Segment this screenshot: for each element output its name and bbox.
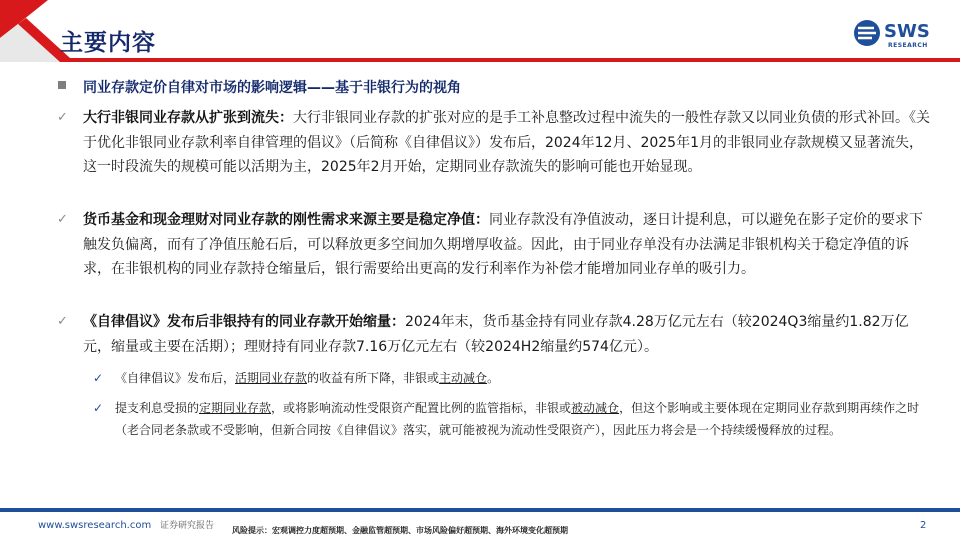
checkmark-icon: ✓ [57, 110, 68, 125]
sws-logo [852, 18, 942, 52]
page-title: 主要内容 [60, 30, 156, 56]
point-1-text: 大行非银同业存款的扩张对应的是手工补息整改过程中流失的一般性存款又以同业负债的形式补回。《关于优化非银同业存款利率自律管理的倡议》（后简称《自律倡议》）发布后，2024年12月、2025年1月的非银同业存款规模又显著流失，这一时段流失的规模可能以活期为主，2025年2月开始，定期同业存款流失的影响可能也开始显现。 [83, 110, 930, 175]
underlined-term: 主动减仓 [439, 371, 488, 385]
checkmark-icon: ✓ [57, 212, 68, 227]
underlined-term: 被动减仓 [571, 401, 620, 415]
square-bullet-icon [58, 81, 66, 89]
checkmark-icon: ✓ [57, 314, 68, 329]
website-link[interactable]: www.swsresearch.com [38, 520, 152, 531]
underlined-term: 定期同业存款 [199, 401, 272, 415]
footer-divider [0, 508, 960, 512]
sws-logo-icon [852, 18, 882, 48]
point-2-title: 货币基金和现金理财对同业存款的刚性需求来源主要是稳定净值： [83, 212, 489, 228]
blue-checkmark-icon: ✓ [93, 401, 104, 415]
blue-checkmark-icon: ✓ [93, 371, 104, 385]
underlined-term: 活期同业存款 [235, 371, 308, 385]
point-2-text: 同业存款没有净值波动，逐日计提利息，可以避免在影子定价的要求下触发负偏离，而有了净值压舱石后，可以释放更多空间加久期增厚收益。因此，由于同业存单没有办法满足非银机构关于稳定净值的诉求，在非银机构的同业存款持仓缩量后，银行需要给出更高的发行利率作为补偿才能增加同业存单的吸引力。 [83, 212, 923, 277]
risk-warning: 风险提示：宏观调控力度超预期、金融监管超预期、市场风险偏好超预期、海外环境变化超预期 [232, 526, 568, 535]
page-number: 2 [920, 520, 927, 531]
logo-subtext: RESEARCH [888, 42, 928, 49]
point-1-title: 大行非银同业存款从扩张到流失： [83, 110, 293, 126]
report-type-label: 证券研究报告 [160, 521, 215, 531]
point-3-text: 2024年末，货币基金持有同业存款4.28万亿元左右（较2024Q3缩量约1.82万亿元，缩量或主要在活期）；理财持有同业存款7.16万亿元左右（较2024H2缩量约574亿元）。 [83, 314, 909, 355]
point-3-title: 《自律倡议》发布后非银持有的同业存款开始缩量： [83, 314, 405, 330]
header-banner [0, 0, 960, 80]
logo-text: SWS [884, 21, 930, 42]
